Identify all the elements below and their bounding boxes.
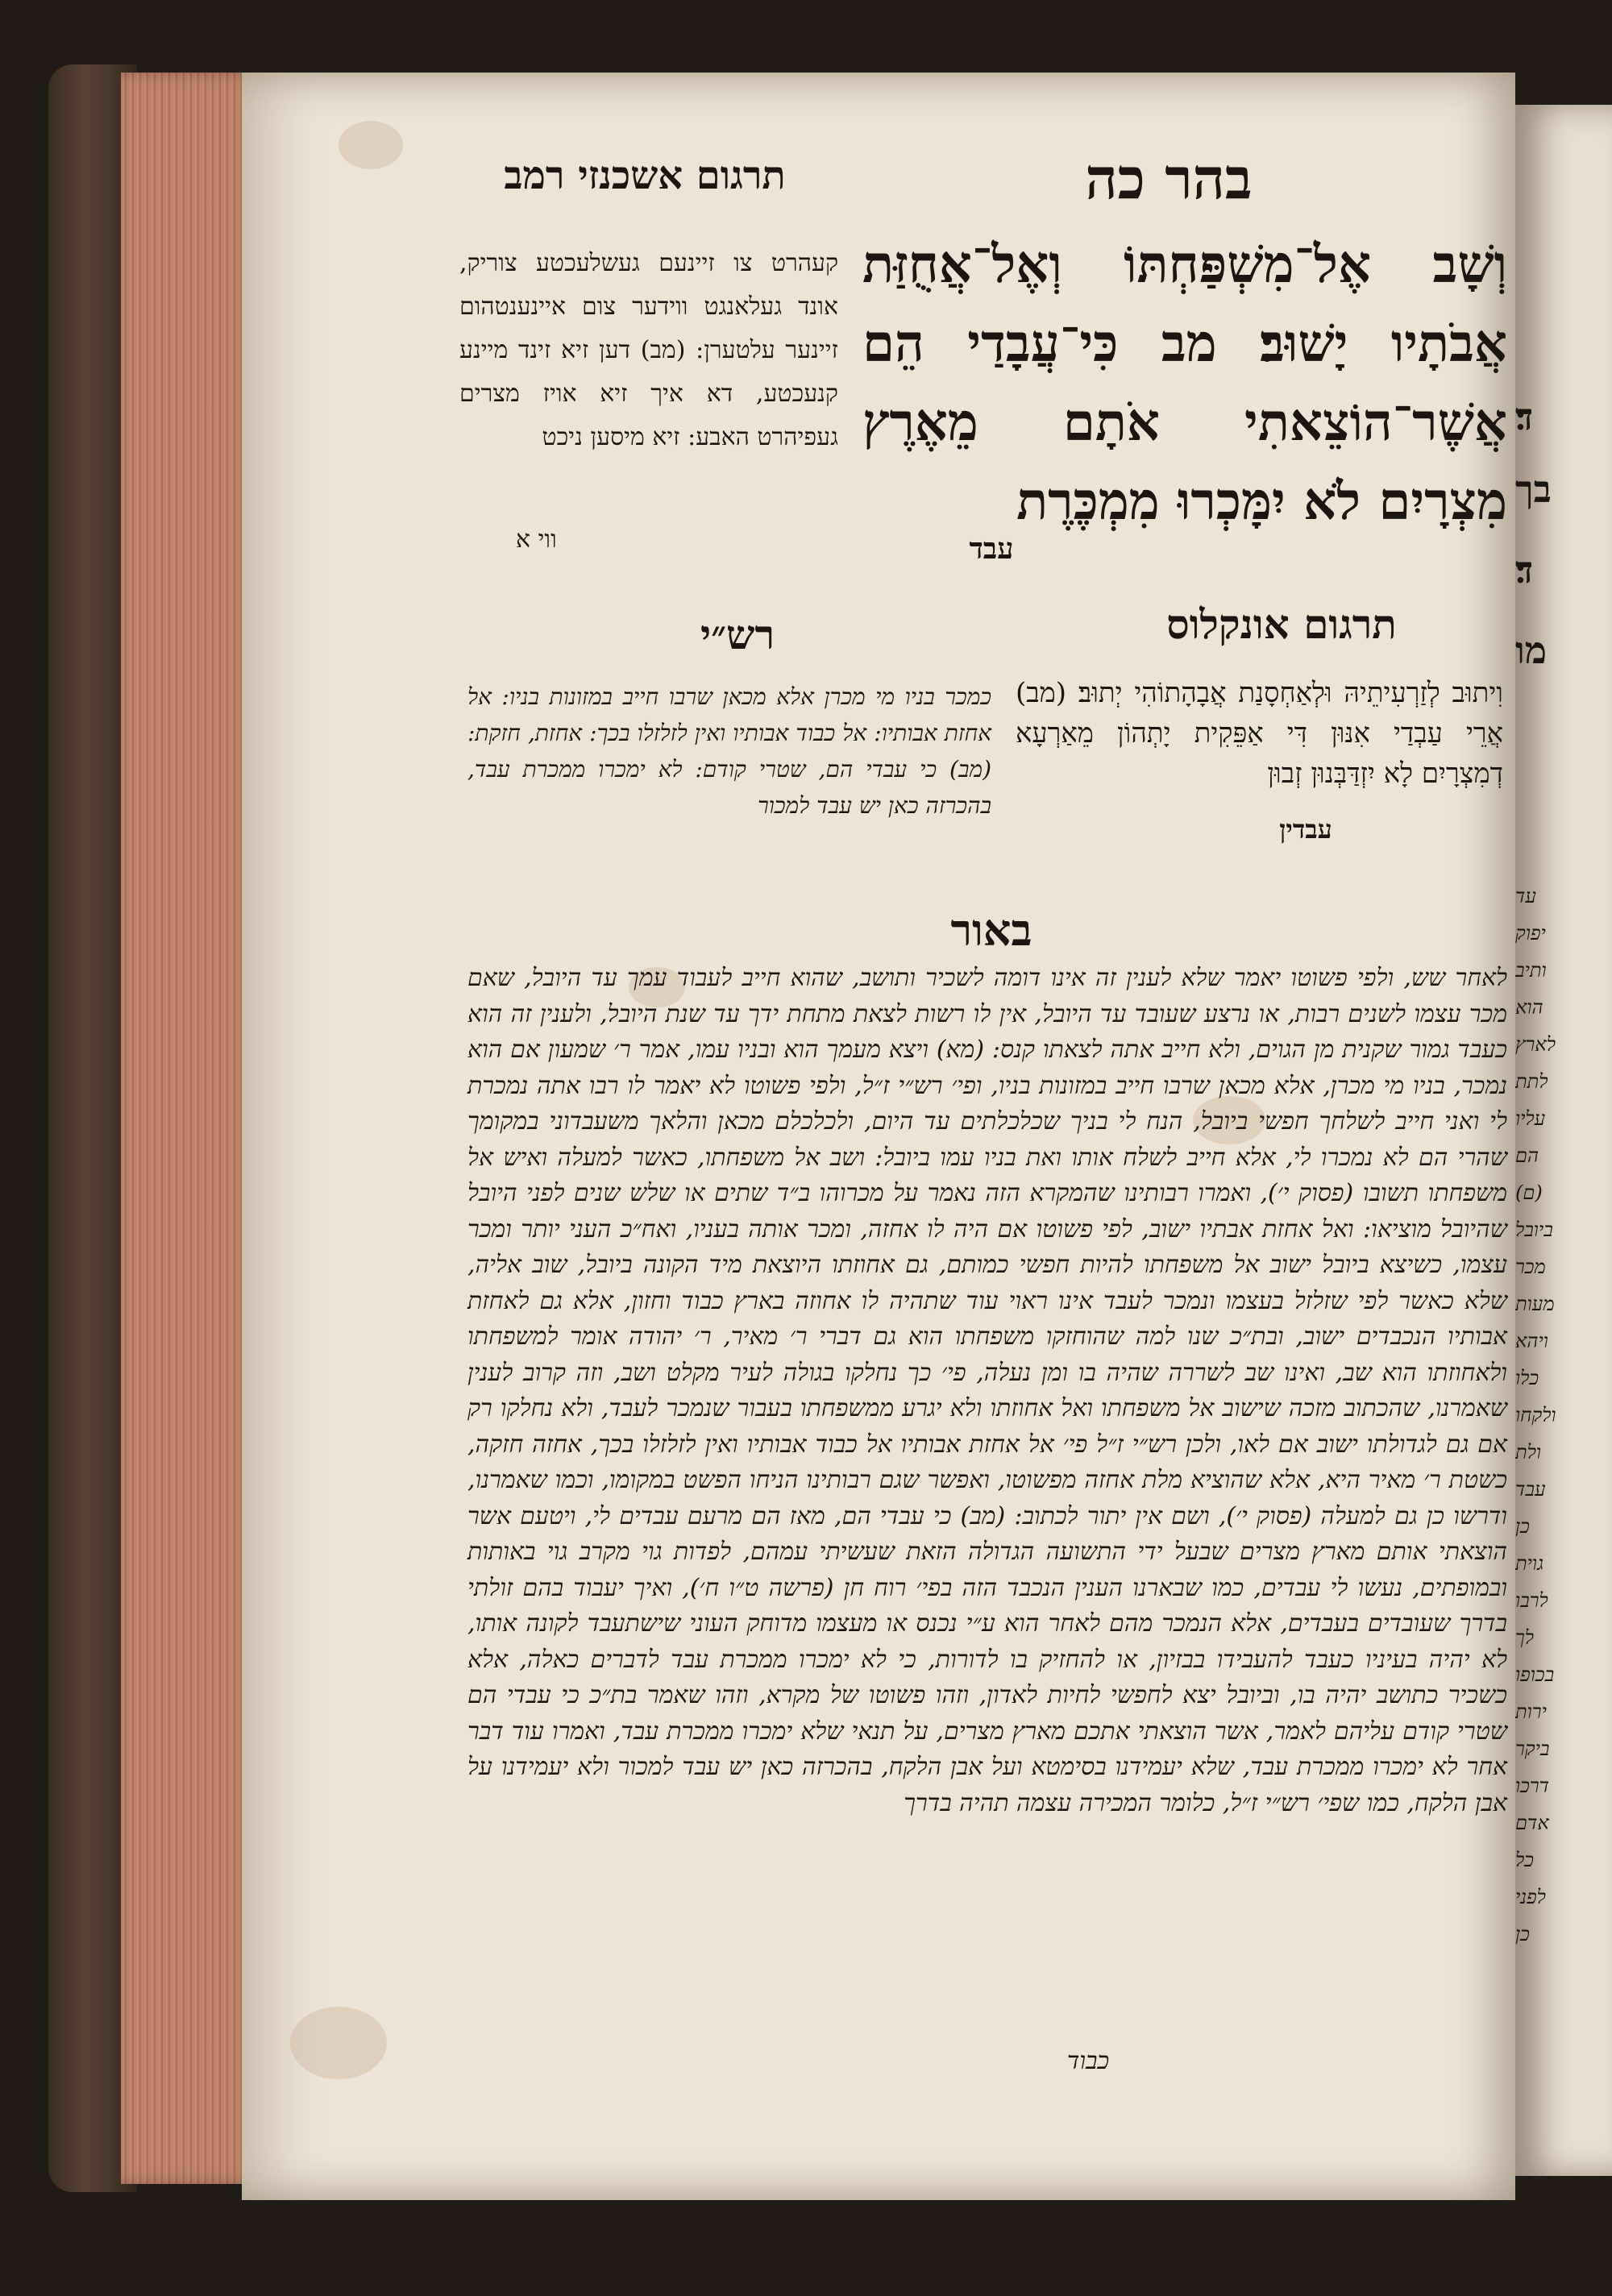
yiddish-translation: קעהרט צו זיינעם געשלעכטע צוריק, אונד געלאנגט ווידער צום איינענטהום זיינער עלטערן: (מב) דען זיא זינד מיינע קנעכטע, דא איך זיא אויז מצרים געפיהרט האבע: זיא מיסען ניכט (459, 249, 838, 451)
right-commentary-fragment: הוא (1515, 996, 1543, 1019)
right-commentary-fragment: עבד (1515, 1478, 1546, 1501)
right-commentary-fragment: עד (1515, 885, 1536, 907)
onkelos-text: וִיתוּב לְזַרְעִיתֵיהּ וּלְאַחְסָנַת אֲבָהָתוֹהִי יְתוּב׃ (מב) אֲרֵי עַבְדַי אִנּוּן דִּי אַפֵּקִית יָתְהוֹן מֵאַרְעָא דְמִצְרָיִם לָא יִזְדַּבְּנוּן זְבוּן (1016, 677, 1503, 790)
onkelos-catchword: עבדין (1279, 814, 1332, 845)
torah-verse: וְשָׁב אֶל־מִשְׁפַּחְתּוֹ וְאֶל־אֲחֻזַּת אֲבֹתָיו יָשׁוּב׃ מב כִּי־עֲבָדַי הֵם אֲשֶׁר־הוֹצֵאתִי אֹתָם מֵאֶרֶץ מִצְרָיִם לֹא יִמָּכְרוּ מִמְכֶּרֶת (862, 235, 1507, 532)
right-commentary-fragment: לפני (1515, 1886, 1546, 1908)
right-commentary-fragment: יפוק (1515, 922, 1546, 945)
right-commentary-fragment: עליו (1515, 1107, 1546, 1130)
rashi-heading: רש״י (700, 611, 775, 658)
right-commentary-fragment: (ם) (1515, 1181, 1543, 1204)
right-commentary-fragment: כן (1515, 1515, 1530, 1538)
right-commentary-fragment: מכר (1515, 1256, 1546, 1278)
verse-catchword: עבד (969, 532, 1014, 566)
right-verse-fragment-2: בך (1515, 467, 1552, 511)
right-commentary-fragment: ולת (1515, 1441, 1542, 1464)
right-commentary-fragment: מעות (1515, 1293, 1555, 1315)
right-commentary-fragment: ביקר (1515, 1738, 1550, 1760)
right-commentary-fragment: ולקחו (1515, 1404, 1556, 1426)
right-commentary-fragment: ביובל (1515, 1219, 1553, 1241)
right-commentary-fragment: לתת (1515, 1070, 1548, 1093)
rashi-text: כמכר בניו מי מכרן אלא מכאן שרבו חייב במזונות בניו: אל אחזת אבותיו: אל כבוד אבותיו ואין לזלזלו בכך: אחזת, חזקת: (מב) כי עבדי הם, שטרי קודם: לא ימכרו ממכרת עבד, בהכרזה כאן יש עבד למכור (467, 683, 992, 819)
right-commentary-fragment: לרבו (1515, 1589, 1548, 1612)
right-commentary-fragment: לארץ (1515, 1033, 1556, 1056)
biur-text: לאחר שש, ולפי פשוטו יאמר שלא לענין זה אינו דומה לשכיר ותושב, שהוא חייב לעבוד עמך עד היובל, שאם מכר עצמו לשנים רבות, או נרצע שעובד עד היובל, אין לו רשות לצאת מתחת ידך עד שנת היובל, ולענין זה הוא כעבד גמור שקנית מן הגוים, ולא חייב אתה לצאתו קנס: (מא) ויצא מעמך הוא ובניו עמו, אמר ר׳ שמעון אם הוא נמכר, בניו מי מכרן, אלא מכאן שרבו חייב במזונות בניו, ופי׳ רש״י ז״ל, ולפי פשוטו לא יאמר לו רבו אתה נמכרת לי ואני חייב לשלחך חפשי ביובל, הנח לי בניך שכלכלתים עד היום, ולכלכלם מכאן והלאך משעבדוני במקומך שהרי הם לא נמכרו לי, אלא חייב לשלח אותו ואת בניו עמו ביובל: ושב אל משפחתו, כאשר למעלה ואיש אל משפחתו תשובו (פסוק י׳), ואמרו רבותינו שהמקרא הזה נאמר על מכרוהו ב״ד שתים או שלש שנים לפני היובל שהיובל מוציאו: ואל אחזת אבתיו ישוב, לפי פשוטו אם היה לו אחזה, ומכר אותה בעניו, ואח״כ העני יותר ומכר עצמו, כשיצא ביובל ישוב אל משפחתו להיות חפשי כמותם, גם אחוזתו היוצאת מיד הקונה ביובל, שוב אליה, שלא כאשר לפי שזלזל בעצמו ונמכר לעבד אינו ראוי עוד שתהיה לו אחוזה בארץ כבוד וחזון, אלא גם לאחזת אבותיו הנכבדים ישוב, ובת״כ שנו למה שהוחזקו משפחתו הוא גם דברי ר׳ מאיר, ר׳ יהודה אומר למשפחתו ולאחוזתו הוא שב, ואינו שב לשררה שהיה בו ומן נעלה, פי׳ כך נחלקו בגולה לעיר מקלט ושב, וזה קרוב לענין שאמרנו, שהכתוב מזכה שישוב אל משפחתו ואל אחוזתו ולא יגרע ממשפחתו בעבור שנמכר לעבד, ולא נחלקו רק אם גם לגדולתו ישוב אם לאו, ולכן רש״י ז״ל פי׳ אל אחזת אבותיו אל כבוד אבותיו ואין לזלזלו בכך, אחזה חזקה, כשטת ר׳ מאיר היא, אלא שהוציא מלת אחזה מפשוטו, ואפשר שגם רבותינו הניחו הפשט במקומו, וכמו שאמרנו, ודרשו כן גם למעלה (פסוק י׳), ושם אין יתור לכתוב: (מב) כי עבדי הם, מאז הם מרעם עבדים לי, ויטעם אשר הוצאתי אותם מארץ מצרים שבעל ידי התשועה הגדולה הזאת שעשיתי עמהם, לפדות גוי מקרב גוי באותות ובמופתים, נעשו לי עבדים, כמו שבארנו הענין הנכבד הזה בפי׳ רוח חן (פרשה ט״ו ח׳), ואיך יעבוד בהם זולתי בדרך שעובדים בעבדים, אלא הנמכר מהם לאחר הוא ע״י נכנס או מעצמו מדוחק העוני שישתעבד לקונה אותו, לא יהיה בעיניו כעבד להעבידו בבזיון, או להחזיק בו לדורות, כי לא ימכרו ממכרת עבד לדברים כאלה, אלא כשכיר כתושב יהיה בו, וביובל יצא לחפשי לחיות לאדון, וזהו פשוטו של מקרא, וזהו שאמר בת״כ כי עבדי הם שטרי קודם עליהם לאמר, אשר הוצאתי אתכם מארץ מצרים, על תנאי שלא ימכרו ממכרת עבד, ואמרו עוד דבר אחר לא ימכרו ממכרת עבד, שלא יעמידנו בסימטא ועל אבן הלקח, בהכרזה כאן יש עבד למכור ולא יעמידנו על אבן הלקח, כמו שפי׳ רש״י ז״ל, כלומר המכירה עצמה תהיה בדרך (467, 964, 1507, 1817)
biur-heading: באור (950, 904, 1032, 956)
right-commentary-fragment: אדם (1515, 1812, 1549, 1834)
right-verse-fragment-1: ד׃ (1515, 395, 1534, 438)
right-commentary-fragment: בכופו (1515, 1663, 1555, 1686)
right-verse-fragment-3: ד׃ (1515, 548, 1534, 592)
right-commentary-fragment: כל (1515, 1849, 1534, 1871)
biur-catchword: כבוד (1066, 2047, 1110, 2075)
right-commentary-fragment: ויהא (1515, 1330, 1548, 1352)
running-head-translation: תרגום אשכנזי רמב (504, 153, 786, 198)
right-commentary-fragment: כלו (1515, 1367, 1539, 1389)
page-edges (121, 73, 258, 2184)
right-verse-fragment-4: מו (1515, 629, 1548, 672)
right-page (1515, 105, 1612, 2176)
onkelos-heading: תרגום אונקלוס (1166, 600, 1397, 648)
right-commentary-fragment: כן (1515, 1923, 1530, 1945)
right-commentary-fragment: ירות (1515, 1700, 1547, 1723)
right-commentary-fragment: לך (1515, 1626, 1535, 1649)
running-head-parasha: בהר כה (1085, 145, 1253, 212)
right-commentary-fragment: דרכו (1515, 1775, 1550, 1797)
right-commentary-fragment: הם (1515, 1144, 1539, 1167)
right-commentary-fragment: גוית (1515, 1552, 1543, 1575)
right-commentary-fragment: ותיב (1515, 959, 1547, 982)
yiddish-catchword: ווי א (516, 525, 557, 554)
